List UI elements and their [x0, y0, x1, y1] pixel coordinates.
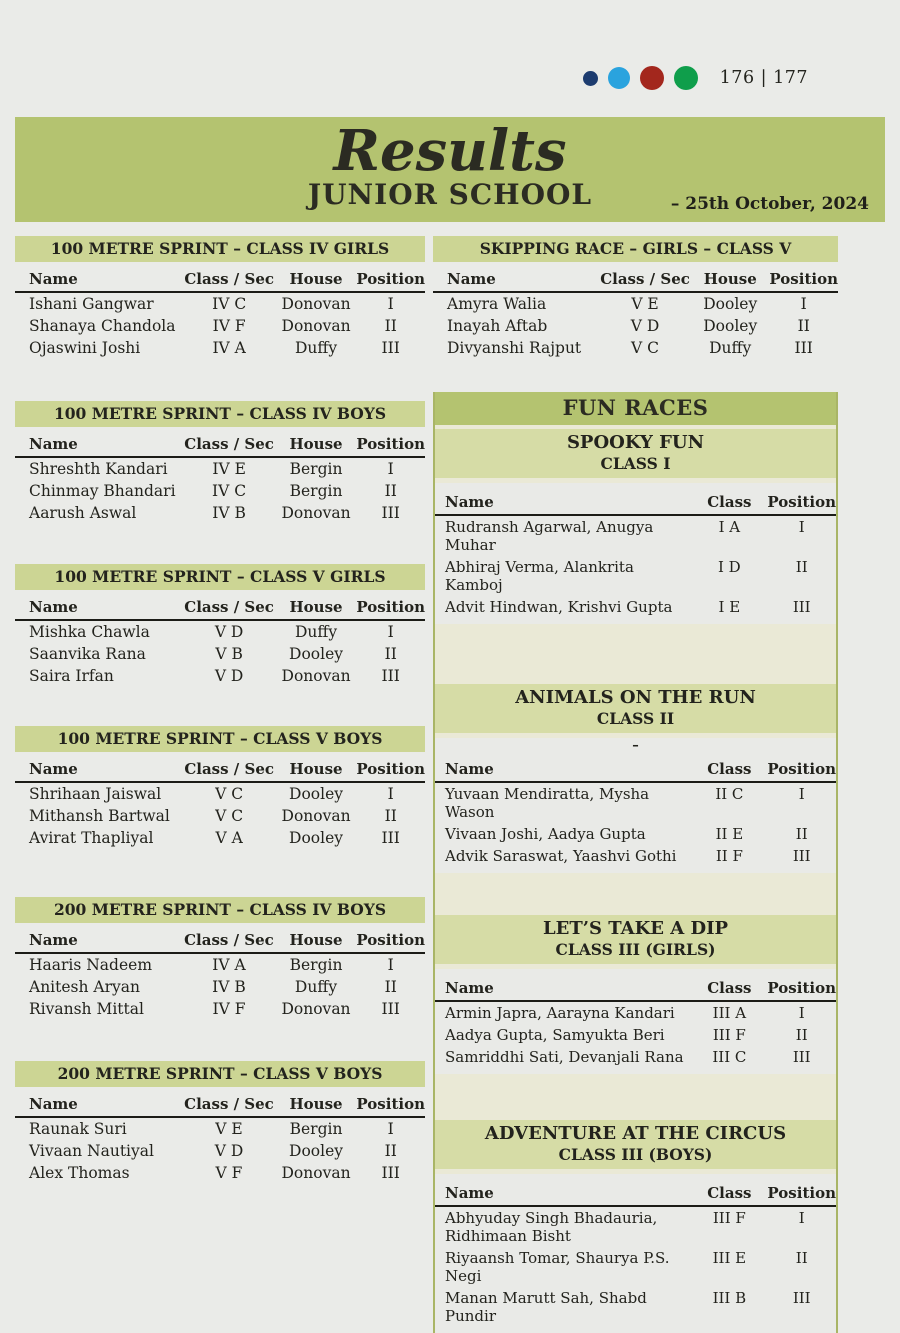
- table-cell: II: [795, 558, 808, 577]
- fun-race-section: [435, 425, 836, 680]
- column-header: Position: [356, 268, 425, 292]
- table-cell: II: [797, 317, 810, 335]
- table-cell: V D: [214, 667, 244, 685]
- results-banner: [15, 117, 885, 222]
- results-table: [433, 268, 838, 359]
- table-cell: IV F: [212, 1000, 246, 1018]
- table-cell: Vivaan Joshi, Aadya Gupta: [445, 825, 646, 844]
- table-cell: III: [381, 504, 400, 522]
- table-cell: Donovan: [281, 667, 351, 685]
- table-cell: Donovan: [281, 295, 351, 313]
- table-cell: I: [387, 785, 394, 803]
- column-header: Name: [15, 929, 182, 953]
- column-header: Position: [767, 758, 836, 782]
- table-row: [433, 292, 838, 315]
- table-cell: III: [381, 1000, 400, 1018]
- column-header: Class: [691, 758, 767, 782]
- dot-green-icon: [674, 66, 698, 90]
- fun-race-table-wrap: [435, 1174, 836, 1333]
- event-title: 100 METRE SPRINT – CLASS IV GIRLS: [15, 236, 425, 262]
- table-row: [15, 620, 425, 643]
- table-cell: III: [381, 339, 400, 357]
- fun-race-table-wrap: [435, 738, 836, 873]
- table-cell: Abhyuday Singh Bhadauria, Ridhimaan Bisht: [445, 1209, 658, 1246]
- table-cell: V D: [214, 623, 244, 641]
- fun-race-name: LET’S TAKE A DIP: [542, 918, 729, 940]
- table-row: [15, 457, 425, 480]
- table-cell: Dooley: [289, 829, 344, 847]
- table-cell: III: [792, 1048, 811, 1067]
- table-cell: III: [792, 847, 811, 866]
- table-cell: III E: [712, 1249, 747, 1268]
- table-cell: Divyanshi Rajput: [447, 339, 582, 357]
- table-cell: II E: [715, 825, 744, 844]
- page-title: Results: [333, 118, 567, 184]
- table-row: [435, 1046, 836, 1068]
- table-cell: V C: [631, 339, 660, 357]
- section-note-dash: –: [632, 738, 639, 754]
- table-row: [435, 1287, 836, 1327]
- column-header: Position: [356, 433, 425, 457]
- fun-race-title-block: [435, 1120, 836, 1169]
- table-cell: Aadya Gupta, Samyukta Beri: [445, 1026, 665, 1045]
- table-cell: Bergin: [289, 1120, 343, 1138]
- column-header: Name: [435, 491, 691, 515]
- table-row: [15, 827, 425, 849]
- column-header: Name: [435, 1182, 691, 1206]
- page-numbers: 176 | 177: [719, 68, 808, 88]
- table-cell: Rudransh Agarwal, Anugya Muhar: [445, 518, 654, 555]
- column-header: Name: [435, 758, 691, 782]
- table-cell: Rivansh Mittal: [29, 1000, 144, 1018]
- table-cell: Shrihaan Jaiswal: [29, 785, 162, 803]
- table-cell: Raunak Suri: [29, 1120, 127, 1138]
- table-header-row: [15, 433, 425, 457]
- table-cell: I: [798, 518, 805, 537]
- table-cell: Shanaya Chandola: [29, 317, 176, 335]
- results-table: [15, 268, 425, 359]
- fun-race-table-wrap: [435, 969, 836, 1074]
- table-cell: III F: [712, 1209, 746, 1228]
- table-row: [15, 998, 425, 1020]
- table-cell: Dooley: [289, 1142, 344, 1160]
- table-cell: V C: [215, 807, 244, 825]
- table-row: [15, 480, 425, 502]
- column-header: Class / Sec: [183, 596, 276, 620]
- table-row: [435, 823, 836, 845]
- column-header: Name: [15, 758, 183, 782]
- column-header: Position: [356, 596, 425, 620]
- table-cell: Duffy: [294, 978, 338, 996]
- corner-dots: [583, 66, 698, 90]
- table-header-row: [15, 758, 425, 782]
- table-cell: Bergin: [289, 460, 343, 478]
- table-cell: Anitesh Aryan: [29, 978, 140, 996]
- table-row: [435, 1206, 836, 1247]
- column-header: House: [276, 596, 357, 620]
- table-cell: I E: [718, 598, 741, 617]
- table-cell: II: [795, 1026, 808, 1045]
- table-cell: Inayah Aftab: [447, 317, 548, 335]
- event-block: [15, 897, 425, 1020]
- fun-race-name: ANIMALS ON THE RUN: [515, 687, 756, 709]
- table-cell: I: [387, 1120, 394, 1138]
- table-cell: Haaris Nadeem: [29, 956, 153, 974]
- table-row: [15, 1162, 425, 1184]
- table-cell: IV A: [212, 956, 246, 974]
- table-row: [433, 337, 838, 359]
- fun-race-class: CLASS III (GIRLS): [555, 939, 716, 959]
- table-cell: Donovan: [281, 807, 351, 825]
- table-cell: IV A: [212, 339, 246, 357]
- fun-race-class: CLASS II: [596, 708, 675, 728]
- table-row: [15, 953, 425, 976]
- table-header-row: [15, 929, 425, 953]
- table-cell: I: [387, 623, 394, 641]
- table-cell: I: [800, 295, 807, 313]
- table-cell: Ishani Gangwar: [29, 295, 154, 313]
- table-cell: Manan Marutt Sah, Shabd Pundir: [445, 1289, 647, 1326]
- table-row: [15, 643, 425, 665]
- column-header: House: [276, 1093, 357, 1117]
- skipping-race-table-slot: [433, 268, 838, 359]
- table-cell: II: [384, 645, 397, 663]
- table-cell: III A: [712, 1004, 747, 1023]
- table-cell: I: [387, 295, 394, 313]
- column-header: Class / Sec: [182, 1093, 275, 1117]
- table-cell: I A: [718, 518, 741, 537]
- table-cell: II: [384, 1142, 397, 1160]
- table-cell: Samriddhi Sati, Devanjali Rana: [445, 1048, 684, 1067]
- table-cell: V D: [214, 1142, 244, 1160]
- column-header: Position: [769, 268, 838, 292]
- table-cell: Mishka Chawla: [29, 623, 150, 641]
- table-row: [15, 292, 425, 315]
- table-header-row: [435, 758, 836, 782]
- table-cell: Advik Saraswat, Yaashvi Gothi: [445, 847, 677, 866]
- table-cell: I D: [717, 558, 741, 577]
- table-row: [435, 782, 836, 823]
- event-title: 200 METRE SPRINT – CLASS IV BOYS: [15, 897, 425, 923]
- fun-races-title: FUN RACES: [435, 392, 836, 425]
- event-title: 100 METRE SPRINT – CLASS V BOYS: [15, 726, 425, 752]
- table-cell: Armin Japra, Aarayna Kandari: [445, 1004, 675, 1023]
- results-table: [435, 491, 836, 618]
- event-date: – 25th October, 2024: [670, 194, 869, 214]
- fun-race-section: [435, 1116, 836, 1333]
- fun-race-name: ADVENTURE AT THE CIRCUS: [484, 1123, 787, 1145]
- table-cell: Riyaansh Tomar, Shaurya P.S. Negi: [445, 1249, 670, 1286]
- table-row: [15, 665, 425, 687]
- table-row: [15, 315, 425, 337]
- table-row: [15, 976, 425, 998]
- results-table: [435, 758, 836, 867]
- table-cell: Donovan: [281, 504, 351, 522]
- dot-navy-icon: [583, 71, 598, 86]
- top-bar: [583, 66, 808, 90]
- table-row: [15, 1140, 425, 1162]
- table-cell: III: [381, 829, 400, 847]
- fun-race-title-block: [435, 684, 836, 733]
- event-block: [15, 1061, 425, 1184]
- dot-blue-icon: [608, 67, 630, 89]
- table-cell: V D: [630, 317, 660, 335]
- table-row: [15, 782, 425, 805]
- fun-race-title-block: [435, 915, 836, 964]
- table-row: [435, 845, 836, 867]
- table-cell: II: [384, 482, 397, 500]
- table-cell: IV C: [212, 482, 247, 500]
- column-header: Class / Sec: [182, 929, 275, 953]
- table-cell: I: [387, 956, 394, 974]
- table-cell: Saanvika Rana: [29, 645, 146, 663]
- table-row: [435, 1001, 836, 1024]
- table-cell: II F: [715, 847, 743, 866]
- table-cell: Duffy: [294, 623, 338, 641]
- table-cell: Dooley: [703, 317, 758, 335]
- table-cell: III C: [712, 1048, 747, 1067]
- table-cell: Amyra Walia: [447, 295, 547, 313]
- table-cell: Duffy: [709, 339, 752, 357]
- table-cell: I: [798, 785, 805, 804]
- results-table: [15, 596, 425, 687]
- dot-red-icon: [640, 66, 664, 90]
- table-cell: Shreshth Kandari: [29, 460, 168, 478]
- table-cell: II C: [715, 785, 744, 804]
- table-cell: Bergin: [289, 956, 343, 974]
- fun-races-sections: [435, 425, 836, 1333]
- table-cell: IV F: [212, 317, 246, 335]
- column-header: Position: [356, 758, 425, 782]
- table-cell: Advit Hindwan, Krishvi Gupta: [445, 598, 673, 617]
- event-title: 200 METRE SPRINT – CLASS V BOYS: [15, 1061, 425, 1087]
- column-header: Name: [15, 268, 183, 292]
- results-table: [15, 929, 425, 1020]
- results-table: [435, 1182, 836, 1327]
- table-header-row: [433, 268, 838, 292]
- content-columns: [15, 222, 885, 1326]
- event-title: 100 METRE SPRINT – CLASS IV BOYS: [15, 401, 425, 427]
- table-cell: IV E: [212, 460, 246, 478]
- column-header: House: [691, 268, 769, 292]
- table-row: [435, 556, 836, 596]
- table-cell: Ojaswini Joshi: [29, 339, 141, 357]
- table-row: [435, 515, 836, 556]
- table-row: [15, 805, 425, 827]
- event-title: SKIPPING RACE – GIRLS – CLASS V: [433, 236, 838, 262]
- column-header: Class: [691, 977, 767, 1001]
- table-cell: IV B: [212, 504, 246, 522]
- table-cell: III: [792, 1289, 811, 1308]
- table-cell: Vivaan Nautiyal: [29, 1142, 154, 1160]
- table-cell: III: [792, 598, 811, 617]
- table-cell: Chinmay Bhandari: [29, 482, 176, 500]
- table-cell: V C: [215, 785, 244, 803]
- column-header: House: [276, 758, 357, 782]
- column-header: House: [276, 929, 357, 953]
- table-cell: II: [384, 807, 397, 825]
- table-header-row: [435, 977, 836, 1001]
- table-cell: Alex Thomas: [29, 1164, 130, 1182]
- table-row: [15, 337, 425, 359]
- event-title: 100 METRE SPRINT – CLASS V GIRLS: [15, 564, 425, 590]
- column-header: Name: [433, 268, 599, 292]
- table-cell: II: [384, 978, 397, 996]
- table-cell: II: [384, 317, 397, 335]
- column-header: Position: [356, 929, 425, 953]
- table-cell: Donovan: [281, 1164, 351, 1182]
- fun-races-panel: [433, 392, 838, 1333]
- table-cell: Abhiraj Verma, Alankrita Kamboj: [445, 558, 634, 595]
- table-cell: V E: [631, 295, 659, 313]
- table-cell: Mithansh Bartwal: [29, 807, 170, 825]
- right-column: [433, 222, 838, 1326]
- table-cell: III: [381, 667, 400, 685]
- table-cell: Bergin: [289, 482, 343, 500]
- table-cell: III F: [712, 1026, 746, 1045]
- table-cell: II: [795, 1249, 808, 1268]
- column-header: Name: [15, 433, 183, 457]
- table-cell: IV B: [212, 978, 246, 996]
- table-cell: Dooley: [703, 295, 758, 313]
- table-cell: Dooley: [289, 645, 344, 663]
- table-cell: I: [387, 460, 394, 478]
- table-cell: V F: [215, 1164, 243, 1182]
- table-header-row: [435, 1182, 836, 1206]
- results-table: [15, 1093, 425, 1184]
- column-header: Name: [15, 596, 183, 620]
- column-header: Position: [767, 977, 836, 1001]
- table-cell: Aarush Aswal: [29, 504, 137, 522]
- event-block: [15, 726, 425, 849]
- left-column: [15, 222, 425, 1285]
- page-subtitle: JUNIOR SCHOOL: [307, 177, 593, 211]
- fun-race-table-wrap: [435, 483, 836, 624]
- table-header-row: [15, 268, 425, 292]
- table-cell: Dooley: [289, 785, 344, 803]
- table-row: [15, 502, 425, 524]
- table-row: [435, 1247, 836, 1287]
- column-header: Class / Sec: [183, 268, 276, 292]
- table-row: [435, 1024, 836, 1046]
- table-cell: Avirat Thapliyal: [29, 829, 154, 847]
- table-row: [15, 1117, 425, 1140]
- results-table: [15, 758, 425, 849]
- table-cell: III: [381, 1164, 400, 1182]
- column-header: Position: [767, 491, 836, 515]
- column-header: Class: [691, 491, 767, 515]
- table-cell: II: [795, 825, 808, 844]
- table-cell: Donovan: [281, 317, 351, 335]
- table-cell: Duffy: [294, 339, 338, 357]
- column-header: Name: [435, 977, 691, 1001]
- fun-race-class: CLASS III (BOYS): [558, 1144, 713, 1164]
- fun-race-name: SPOOKY FUN: [566, 432, 705, 453]
- table-cell: Yuvaan Mendiratta, Mysha Wason: [445, 785, 650, 822]
- table-row: [435, 596, 836, 618]
- column-header: House: [276, 433, 357, 457]
- table-header-row: [15, 1093, 425, 1117]
- column-header: Class / Sec: [183, 758, 276, 782]
- column-header: Class / Sec: [183, 433, 276, 457]
- table-cell: III: [794, 339, 813, 357]
- column-header: Class / Sec: [599, 268, 691, 292]
- table-cell: III B: [712, 1289, 747, 1308]
- column-header: House: [276, 268, 357, 292]
- results-table: [15, 433, 425, 524]
- fun-race-title-block: [435, 429, 836, 478]
- fun-race-section: [435, 911, 836, 1116]
- table-row: [433, 315, 838, 337]
- fun-race-class: CLASS I: [600, 453, 671, 473]
- column-header: Class: [691, 1182, 767, 1206]
- table-cell: V A: [215, 829, 243, 847]
- column-header: Name: [15, 1093, 182, 1117]
- event-block-skipping-race: [433, 236, 838, 359]
- table-cell: V B: [215, 645, 243, 663]
- column-header: Position: [767, 1182, 836, 1206]
- table-cell: Saira Irfan: [29, 667, 114, 685]
- table-header-row: [15, 596, 425, 620]
- column-header: Position: [356, 1093, 425, 1117]
- event-block: [15, 236, 425, 359]
- table-cell: I: [798, 1004, 805, 1023]
- results-table: [435, 977, 836, 1068]
- table-cell: I: [798, 1209, 805, 1228]
- event-block: [15, 401, 425, 524]
- table-cell: V E: [215, 1120, 243, 1138]
- event-block: [15, 564, 425, 687]
- fun-race-section: [435, 680, 836, 911]
- table-cell: Donovan: [281, 1000, 351, 1018]
- table-header-row: [435, 491, 836, 515]
- table-cell: IV C: [212, 295, 247, 313]
